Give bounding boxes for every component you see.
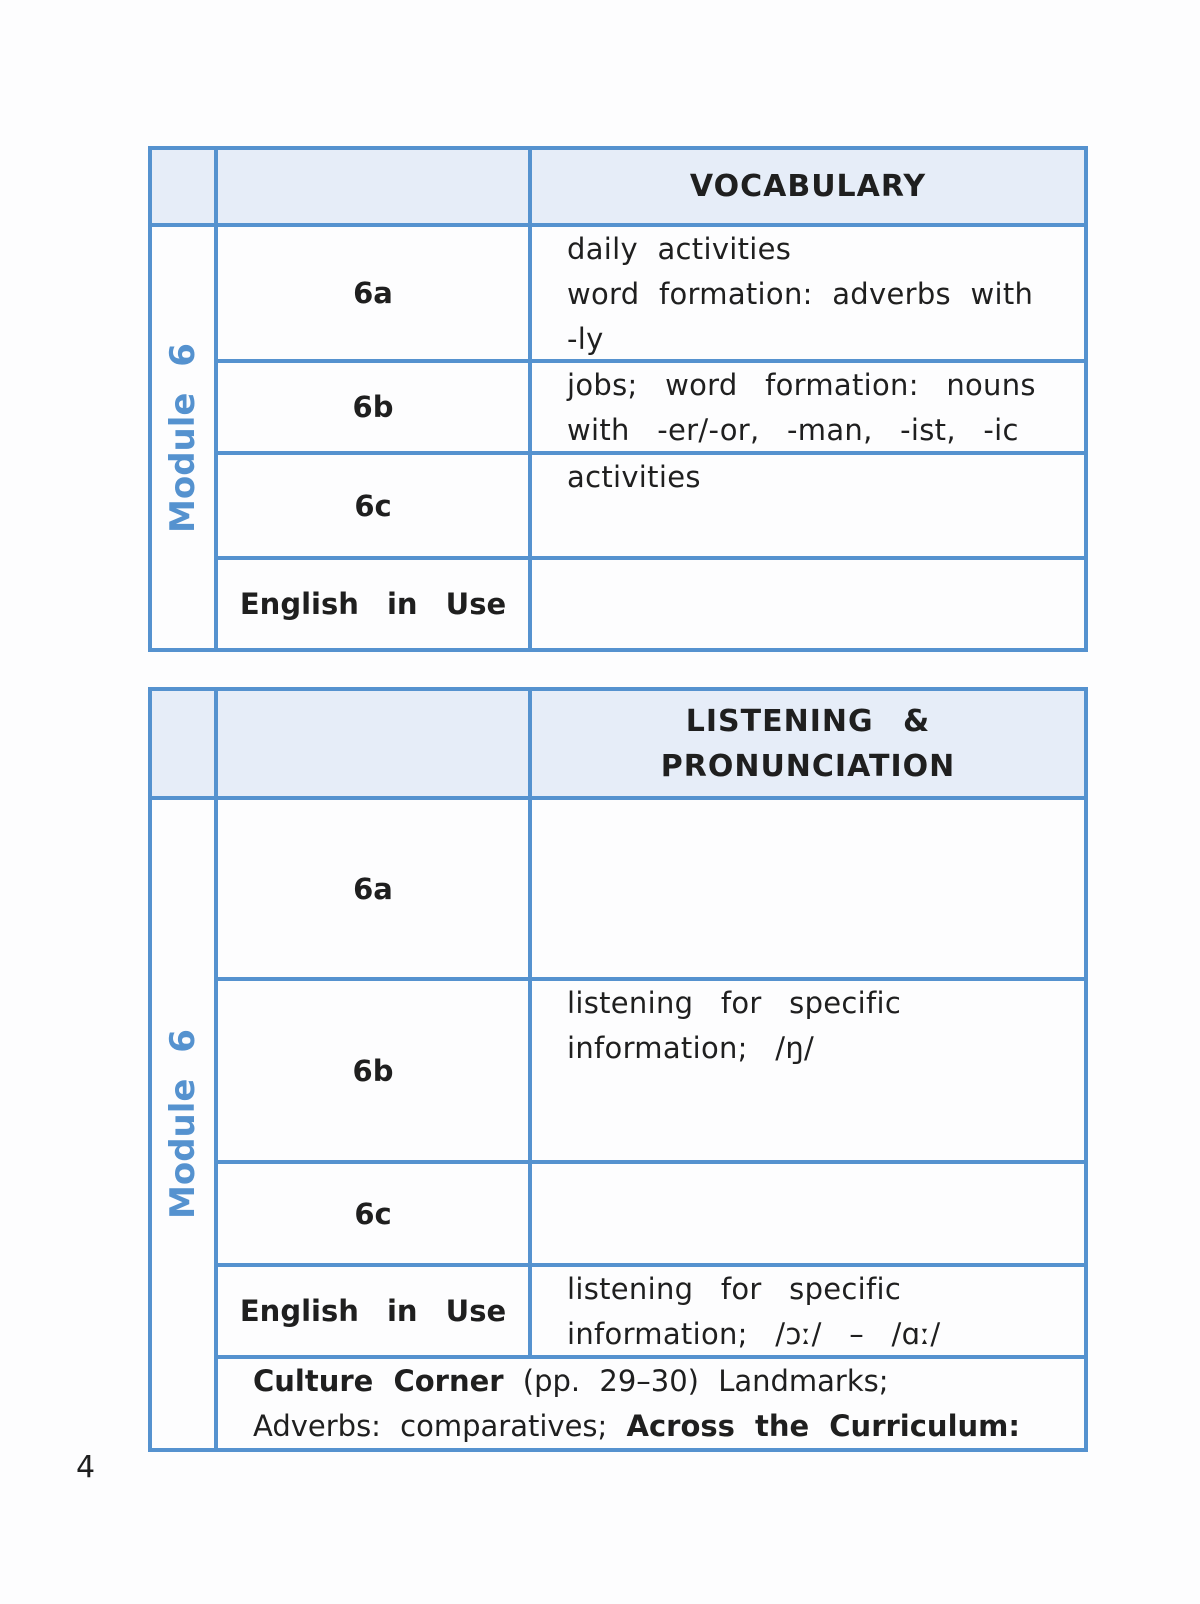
listening-header: LISTENING & PRONUNCIATION bbox=[660, 703, 956, 784]
culture-corner-pages: (pp. 29–30) Landmarks; bbox=[522, 1364, 889, 1398]
listening-6a-text bbox=[532, 800, 1084, 977]
listening-english-in-use-text: listening for specific information; /ɔː/ – /ɑː/ bbox=[567, 1272, 941, 1351]
vocabulary-6a-text: daily activities word formation: adverbs with -ly bbox=[567, 232, 1034, 356]
listening-6b-text: listening for specific information; /ŋ/ bbox=[567, 986, 902, 1065]
vocabulary-6c-text: activities bbox=[567, 460, 701, 494]
vocabulary-header: VOCABULARY bbox=[689, 169, 927, 204]
across-curriculum-label: Across the Curriculum: bbox=[626, 1409, 1020, 1443]
vocabulary-6b-text: jobs; word formation: nouns with -er/-or, -man, -ist, -ic bbox=[567, 368, 1036, 447]
lesson-english-in-use: English in Use bbox=[239, 1294, 507, 1328]
lesson-6b: 6b bbox=[352, 1053, 394, 1088]
page-number: 4 bbox=[76, 1450, 96, 1485]
lesson-6a: 6a bbox=[353, 276, 393, 310]
lesson-6c: 6c bbox=[354, 1196, 392, 1231]
lesson-english-in-use: English in Use bbox=[239, 587, 507, 621]
module-label: Module 6 bbox=[163, 1029, 204, 1219]
lesson-6b: 6b bbox=[352, 390, 394, 424]
lesson-6c: 6c bbox=[354, 488, 392, 523]
culture-corner-note bbox=[218, 1359, 1084, 1448]
vocabulary-table bbox=[148, 146, 1088, 652]
listening-table bbox=[148, 687, 1088, 1452]
culture-corner-label: Culture Corner bbox=[253, 1364, 504, 1398]
lesson-6a: 6a bbox=[353, 871, 393, 906]
module-label: Module 6 bbox=[163, 342, 204, 533]
vocabulary-english-in-use-text bbox=[532, 560, 1084, 648]
adverbs-text: Adverbs: comparatives; bbox=[253, 1409, 608, 1443]
listening-6c-text bbox=[532, 1164, 1084, 1263]
